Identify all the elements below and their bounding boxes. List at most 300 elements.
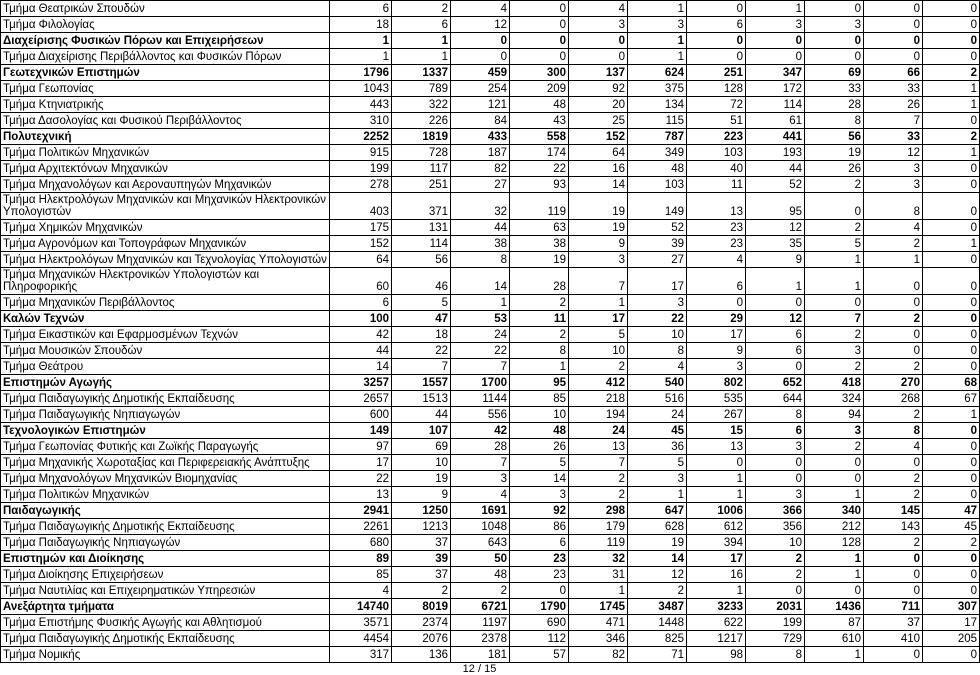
value-cell: 27 [628, 252, 687, 268]
value-cell: 50 [451, 551, 510, 567]
value-cell: 0 [923, 161, 980, 177]
value-cell: 643 [451, 535, 510, 551]
value-cell: 6 [510, 535, 569, 551]
value-cell: 23 [510, 567, 569, 583]
value-cell: 19 [392, 471, 451, 487]
value-cell: 0 [923, 343, 980, 359]
page-number: 12 / 15 [462, 663, 497, 675]
value-cell: 7 [805, 311, 864, 327]
value-cell: 48 [510, 423, 569, 439]
row-label: Τμήμα Γεωπονίας Φυτικής και Ζωϊκής Παραγωγής [1, 439, 330, 455]
value-cell: 37 [392, 535, 451, 551]
value-cell: 1 [805, 268, 864, 295]
value-cell: 60 [330, 268, 392, 295]
value-cell: 6 [746, 327, 805, 343]
value-cell: 300 [510, 65, 569, 81]
row-label: Τμήμα Μηχανικών Ηλεκτρονικών Υπολογιστών και Πληροφορικής [1, 268, 330, 295]
value-cell: 4 [330, 583, 392, 599]
value-cell: 1 [330, 33, 392, 49]
value-cell: 22 [451, 343, 510, 359]
value-cell: 38 [451, 236, 510, 252]
value-cell: 2 [569, 359, 628, 375]
value-cell: 1436 [805, 599, 864, 615]
value-cell: 1217 [687, 631, 746, 647]
value-cell: 3 [569, 17, 628, 33]
value-cell: 17 [569, 311, 628, 327]
value-cell: 1 [864, 252, 923, 268]
value-cell: 0 [746, 455, 805, 471]
value-cell: 610 [805, 631, 864, 647]
value-cell: 600 [330, 407, 392, 423]
value-cell: 0 [923, 455, 980, 471]
value-cell: 95 [746, 193, 805, 220]
value-cell: 29 [687, 311, 746, 327]
value-cell: 0 [805, 49, 864, 65]
value-cell: 278 [330, 177, 392, 193]
row-label: Τμήμα Μηχανικής Χωροταξίας και Περιφερειακής Ανάπτυξης [1, 455, 330, 471]
value-cell: 1 [805, 647, 864, 663]
value-cell: 394 [687, 535, 746, 551]
value-cell: 2 [923, 535, 980, 551]
value-cell: 175 [330, 220, 392, 236]
value-cell: 0 [923, 439, 980, 455]
value-cell: 6 [746, 423, 805, 439]
value-cell: 1 [687, 487, 746, 503]
value-cell: 119 [569, 535, 628, 551]
value-cell: 0 [864, 17, 923, 33]
faculty-row [1, 551, 980, 567]
row-label: Τμήμα Ηλεκτρολόγων Μηχανικών και Τεχνολογίας Υπολογιστών [1, 252, 330, 268]
value-cell: 114 [392, 236, 451, 252]
value-cell: 1 [746, 268, 805, 295]
value-cell: 628 [628, 519, 687, 535]
value-cell: 680 [330, 535, 392, 551]
department-row [1, 1, 980, 17]
value-cell: 2 [392, 1, 451, 17]
value-cell: 31 [569, 567, 628, 583]
value-cell: 3 [628, 17, 687, 33]
value-cell: 12 [628, 567, 687, 583]
value-cell: 42 [451, 423, 510, 439]
value-cell: 128 [805, 535, 864, 551]
value-cell: 2 [805, 439, 864, 455]
value-cell: 7 [864, 113, 923, 129]
value-cell: 915 [330, 145, 392, 161]
value-cell: 0 [923, 487, 980, 503]
value-cell: 9 [746, 252, 805, 268]
value-cell: 403 [330, 193, 392, 220]
value-cell: 152 [569, 129, 628, 145]
value-cell: 418 [805, 375, 864, 391]
value-cell: 37 [392, 567, 451, 583]
value-cell: 14 [569, 177, 628, 193]
value-cell: 2 [569, 471, 628, 487]
value-cell: 2657 [330, 391, 392, 407]
value-cell: 14 [510, 471, 569, 487]
value-cell: 0 [569, 49, 628, 65]
value-cell: 85 [330, 567, 392, 583]
value-cell: 3 [746, 487, 805, 503]
value-cell: 6 [687, 268, 746, 295]
value-cell: 624 [628, 65, 687, 81]
value-cell: 1 [805, 487, 864, 503]
value-cell: 12 [864, 145, 923, 161]
value-cell: 1819 [392, 129, 451, 145]
department-row [1, 161, 980, 177]
value-cell: 8 [805, 113, 864, 129]
value-cell: 1 [628, 1, 687, 17]
value-cell: 86 [510, 519, 569, 535]
value-cell: 223 [687, 129, 746, 145]
value-cell: 0 [923, 1, 980, 17]
value-cell: 251 [392, 177, 451, 193]
value-cell: 1 [392, 49, 451, 65]
value-cell: 10 [569, 343, 628, 359]
value-cell: 7 [569, 268, 628, 295]
value-cell: 57 [510, 647, 569, 663]
value-cell: 0 [864, 647, 923, 663]
value-cell: 3 [805, 343, 864, 359]
value-cell: 52 [628, 220, 687, 236]
value-cell: 0 [746, 295, 805, 311]
value-cell: 13 [687, 193, 746, 220]
value-cell: 194 [569, 407, 628, 423]
value-cell: 5 [805, 236, 864, 252]
value-cell: 1337 [392, 65, 451, 81]
value-cell: 1790 [510, 599, 569, 615]
value-cell: 17 [628, 268, 687, 295]
value-cell: 19 [569, 220, 628, 236]
department-row [1, 519, 980, 535]
value-cell: 8 [864, 423, 923, 439]
value-cell: 25 [569, 113, 628, 129]
value-cell: 8 [746, 407, 805, 423]
value-cell: 48 [628, 161, 687, 177]
value-cell: 2 [510, 295, 569, 311]
value-cell: 47 [923, 503, 980, 519]
value-cell: 2 [392, 583, 451, 599]
row-label: Τμήμα Πολιτικών Μηχανικών [1, 487, 330, 503]
faculty-row [1, 375, 980, 391]
value-cell: 0 [923, 220, 980, 236]
value-cell: 2 [864, 535, 923, 551]
row-label: Τμήμα Διοίκησης Επιχειρήσεων [1, 567, 330, 583]
value-cell: 0 [923, 551, 980, 567]
value-cell: 199 [746, 615, 805, 631]
row-label: Ανεξάρτητα τμήματα [1, 599, 330, 615]
value-cell: 131 [392, 220, 451, 236]
value-cell: 24 [628, 407, 687, 423]
value-cell: 67 [923, 391, 980, 407]
value-cell: 310 [330, 113, 392, 129]
value-cell: 52 [746, 177, 805, 193]
value-cell: 2252 [330, 129, 392, 145]
value-cell: 48 [510, 97, 569, 113]
department-row [1, 113, 980, 129]
value-cell: 6 [330, 1, 392, 17]
value-cell: 28 [451, 439, 510, 455]
value-cell: 19 [805, 145, 864, 161]
value-cell: 0 [923, 647, 980, 663]
value-cell: 145 [864, 503, 923, 519]
value-cell: 121 [451, 97, 510, 113]
value-cell: 0 [923, 327, 980, 343]
faculty-row [1, 599, 980, 615]
value-cell: 193 [746, 145, 805, 161]
value-cell: 28 [805, 97, 864, 113]
value-cell: 3 [746, 17, 805, 33]
value-cell: 267 [687, 407, 746, 423]
row-label: Τμήμα Παιδαγωγικής Δημοτικής Εκπαίδευσης [1, 519, 330, 535]
row-label: Διαχείρισης Φυσικών Πόρων και Επιχειρήσεων [1, 33, 330, 49]
department-row [1, 252, 980, 268]
department-row [1, 359, 980, 375]
value-cell: 2 [805, 327, 864, 343]
value-cell: 802 [687, 375, 746, 391]
value-cell: 172 [746, 81, 805, 97]
value-cell: 45 [923, 519, 980, 535]
department-row [1, 615, 980, 631]
row-label: Επιστημών και Διοίκησης [1, 551, 330, 567]
value-cell: 22 [628, 311, 687, 327]
value-cell: 7 [451, 455, 510, 471]
value-cell: 16 [687, 567, 746, 583]
row-label: Τμήμα Επιστήμης Φυσικής Αγωγής και Αθλητισμού [1, 615, 330, 631]
value-cell: 26 [805, 161, 864, 177]
value-cell: 8 [864, 193, 923, 220]
row-label: Τμήμα Χημικών Μηχανικών [1, 220, 330, 236]
value-cell: 20 [569, 97, 628, 113]
value-cell: 0 [510, 49, 569, 65]
value-cell: 3 [569, 252, 628, 268]
value-cell: 6 [687, 17, 746, 33]
department-row [1, 177, 980, 193]
value-cell: 107 [392, 423, 451, 439]
value-cell: 212 [805, 519, 864, 535]
row-label: Καλών Τεχνών [1, 311, 330, 327]
value-cell: 42 [330, 327, 392, 343]
value-cell: 3 [805, 17, 864, 33]
department-row [1, 391, 980, 407]
value-cell: 787 [628, 129, 687, 145]
value-cell: 17 [330, 455, 392, 471]
value-cell: 8 [451, 252, 510, 268]
value-cell: 13 [569, 439, 628, 455]
value-cell: 3487 [628, 599, 687, 615]
value-cell: 1250 [392, 503, 451, 519]
value-cell: 4 [569, 1, 628, 17]
row-label: Τμήμα Παιδαγωγικής Νηπιαγωγών [1, 535, 330, 551]
value-cell: 652 [746, 375, 805, 391]
value-cell: 1 [330, 49, 392, 65]
value-cell: 251 [687, 65, 746, 81]
value-cell: 1 [451, 295, 510, 311]
value-cell: 174 [510, 145, 569, 161]
value-cell: 0 [923, 252, 980, 268]
value-cell: 0 [923, 177, 980, 193]
value-cell: 92 [569, 81, 628, 97]
value-cell: 356 [746, 519, 805, 535]
value-cell: 1 [746, 1, 805, 17]
value-cell: 729 [746, 631, 805, 647]
value-cell: 0 [510, 583, 569, 599]
value-cell: 3 [746, 439, 805, 455]
value-cell: 22 [330, 471, 392, 487]
value-cell: 64 [569, 145, 628, 161]
value-cell: 1745 [569, 599, 628, 615]
value-cell: 8019 [392, 599, 451, 615]
value-cell: 0 [864, 268, 923, 295]
value-cell: 36 [628, 439, 687, 455]
value-cell: 0 [805, 33, 864, 49]
value-cell: 558 [510, 129, 569, 145]
value-cell: 690 [510, 615, 569, 631]
department-row [1, 327, 980, 343]
row-label: Τμήμα Μηχανικών Περιβάλλοντος [1, 295, 330, 311]
value-cell: 8 [746, 647, 805, 663]
value-cell: 181 [451, 647, 510, 663]
department-row [1, 487, 980, 503]
value-cell: 117 [392, 161, 451, 177]
value-cell: 0 [805, 583, 864, 599]
value-cell: 4 [864, 220, 923, 236]
value-cell: 340 [805, 503, 864, 519]
value-cell: 1 [923, 97, 980, 113]
value-cell: 0 [805, 471, 864, 487]
row-label: Τμήμα Γεωπονίας [1, 81, 330, 97]
value-cell: 0 [746, 33, 805, 49]
value-cell: 69 [805, 65, 864, 81]
value-cell: 1 [628, 487, 687, 503]
value-cell: 17 [687, 551, 746, 567]
value-cell: 14 [330, 359, 392, 375]
value-cell: 0 [510, 17, 569, 33]
value-cell: 2 [805, 220, 864, 236]
value-cell: 1557 [392, 375, 451, 391]
value-cell: 3 [628, 295, 687, 311]
value-cell: 349 [628, 145, 687, 161]
department-row [1, 295, 980, 311]
value-cell: 119 [510, 193, 569, 220]
value-cell: 26 [864, 97, 923, 113]
value-cell: 33 [864, 129, 923, 145]
value-cell: 38 [510, 236, 569, 252]
value-cell: 789 [392, 81, 451, 97]
value-cell: 23 [687, 236, 746, 252]
value-cell: 516 [628, 391, 687, 407]
value-cell: 317 [330, 647, 392, 663]
value-cell: 143 [864, 519, 923, 535]
value-cell: 97 [330, 439, 392, 455]
value-cell: 412 [569, 375, 628, 391]
value-cell: 61 [746, 113, 805, 129]
value-cell: 12 [746, 311, 805, 327]
value-cell: 2261 [330, 519, 392, 535]
value-cell: 64 [330, 252, 392, 268]
value-cell: 82 [451, 161, 510, 177]
value-cell: 6721 [451, 599, 510, 615]
value-cell: 2 [923, 65, 980, 81]
value-cell: 35 [746, 236, 805, 252]
value-cell: 82 [569, 647, 628, 663]
value-cell: 1 [687, 583, 746, 599]
value-cell: 556 [451, 407, 510, 423]
department-row [1, 631, 980, 647]
value-cell: 2 [864, 236, 923, 252]
value-cell: 2031 [746, 599, 805, 615]
value-cell: 11 [510, 311, 569, 327]
value-cell: 17 [687, 327, 746, 343]
value-cell: 2374 [392, 615, 451, 631]
value-cell: 0 [923, 49, 980, 65]
value-cell: 2 [864, 311, 923, 327]
department-row [1, 567, 980, 583]
value-cell: 3 [805, 423, 864, 439]
value-cell: 0 [923, 311, 980, 327]
value-cell: 1 [805, 252, 864, 268]
value-cell: 98 [687, 647, 746, 663]
row-label: Τμήμα Παιδαγωγικής Δημοτικής Εκπαίδευσης [1, 631, 330, 647]
value-cell: 14 [451, 268, 510, 295]
value-cell: 2 [746, 551, 805, 567]
value-cell: 471 [569, 615, 628, 631]
value-cell: 6 [330, 295, 392, 311]
value-cell: 346 [569, 631, 628, 647]
value-cell: 1 [923, 145, 980, 161]
value-cell: 0 [864, 327, 923, 343]
row-label: Τμήμα Θεατρικών Σπουδών [1, 1, 330, 17]
value-cell: 149 [330, 423, 392, 439]
value-cell: 47 [392, 311, 451, 327]
value-cell: 22 [510, 161, 569, 177]
value-cell: 433 [451, 129, 510, 145]
department-row [1, 268, 980, 295]
value-cell: 0 [805, 193, 864, 220]
value-cell: 103 [628, 177, 687, 193]
value-cell: 37 [864, 615, 923, 631]
department-row [1, 49, 980, 65]
value-cell: 9 [687, 343, 746, 359]
value-cell: 0 [746, 359, 805, 375]
value-cell: 51 [687, 113, 746, 129]
value-cell: 2941 [330, 503, 392, 519]
value-cell: 26 [510, 439, 569, 455]
row-label: Τμήμα Διαχείρισης Περιβάλλοντος και Φυσικών Πόρων [1, 49, 330, 65]
value-cell: 112 [510, 631, 569, 647]
value-cell: 2 [864, 407, 923, 423]
value-cell: 1 [923, 81, 980, 97]
value-cell: 39 [392, 551, 451, 567]
value-cell: 44 [451, 220, 510, 236]
value-cell: 0 [864, 567, 923, 583]
row-label: Τεχνολογικών Επιστημών [1, 423, 330, 439]
value-cell: 0 [746, 49, 805, 65]
value-cell: 375 [628, 81, 687, 97]
value-cell: 15 [687, 423, 746, 439]
value-cell: 0 [923, 471, 980, 487]
table-body [1, 1, 980, 663]
value-cell: 43 [510, 113, 569, 129]
value-cell: 18 [330, 17, 392, 33]
value-cell: 0 [451, 33, 510, 49]
row-label: Τμήμα Δασολογίας και Φυσικού Περιβάλλοντος [1, 113, 330, 129]
value-cell: 19 [569, 193, 628, 220]
value-cell: 644 [746, 391, 805, 407]
faculty-row [1, 33, 980, 49]
value-cell: 1043 [330, 81, 392, 97]
row-label: Τμήμα Παιδαγωγικής Νηπιαγωγών [1, 407, 330, 423]
value-cell: 2 [864, 359, 923, 375]
